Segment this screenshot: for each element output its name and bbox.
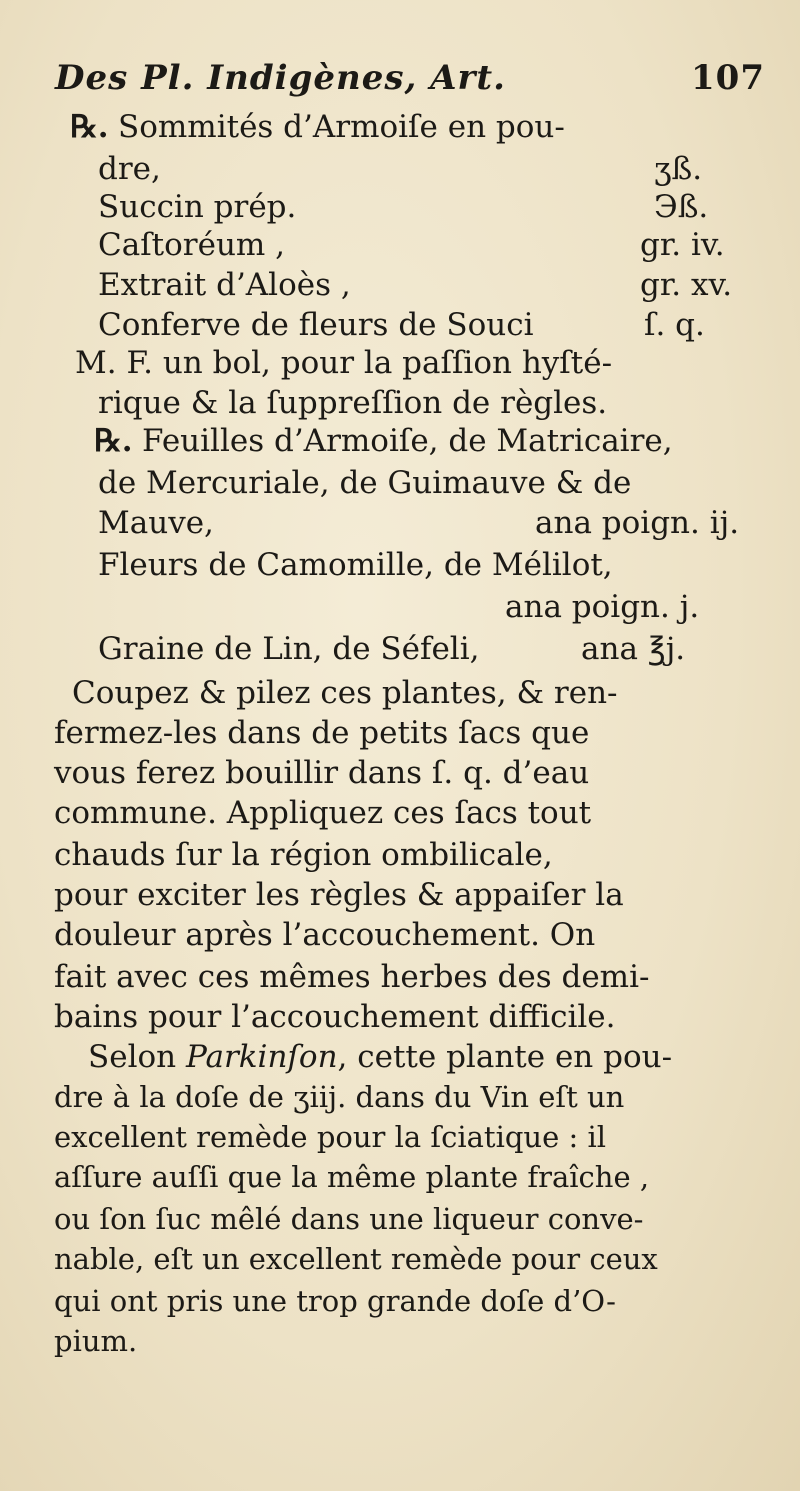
ingredient-dose: ana poign. j. bbox=[505, 589, 700, 625]
ingredient-name: Mauve, bbox=[98, 505, 214, 541]
paragraph-text: bains pour l’accouchement difficile. bbox=[54, 999, 616, 1035]
paragraph1-line bbox=[0, 834, 800, 876]
instruction-text: rique & la ſuppreſſion de règles. bbox=[98, 385, 608, 421]
paragraph2-line bbox=[0, 1198, 800, 1240]
paragraph-text: aſſure auſſi que la même plante fraîche , bbox=[54, 1160, 650, 1194]
paragraph2-line1 bbox=[0, 1036, 800, 1078]
paragraph-text: ou ſon ſuc mêlé dans une liqueur conve- bbox=[54, 1202, 644, 1236]
ingredient-dose: ʒß. bbox=[654, 151, 703, 187]
rx-symbol: ℞. bbox=[94, 423, 133, 459]
recipe1-line2 bbox=[0, 148, 800, 190]
paragraph-text: pour exciter les règles & appaiſer la bbox=[54, 877, 624, 913]
recipe1-line5 bbox=[0, 264, 800, 306]
paragraph1-line bbox=[0, 792, 800, 834]
paragraph1-line bbox=[0, 874, 800, 916]
paragraph1-line bbox=[0, 712, 800, 754]
paragraph-text: Selon bbox=[88, 1039, 177, 1075]
ingredient-name: Fleurs de Camomille, de Mélilot, bbox=[98, 547, 613, 583]
paragraph-text: commune. Appliquez ces ſacs tout bbox=[54, 795, 592, 831]
paragraph1-line bbox=[0, 752, 800, 794]
recipe2-line2 bbox=[0, 462, 800, 504]
paragraph1-line bbox=[0, 956, 800, 998]
running-head-title: Des Pl. Indigènes, Art. bbox=[55, 58, 506, 98]
ingredient-name: Sommités d’Armoiſe en pou- bbox=[118, 109, 565, 145]
paragraph-text: douleur après l’accouchement. On bbox=[54, 917, 596, 953]
recipe2-line1 bbox=[0, 420, 800, 462]
recipe1-line6 bbox=[0, 304, 800, 346]
author-name: Parkinſon bbox=[186, 1039, 338, 1075]
running-head bbox=[55, 58, 765, 98]
paragraph2-line bbox=[0, 1156, 800, 1198]
paragraph-text: , cette plante en pou- bbox=[337, 1039, 673, 1075]
ingredient-name-cont: dre, bbox=[98, 151, 161, 187]
paragraph1-line bbox=[0, 672, 800, 714]
ingredient-name: Caſtoréum , bbox=[98, 227, 286, 263]
instruction-text: M. F. un bol, pour la paſſion hyſté- bbox=[75, 345, 613, 381]
paragraph-text: chauds ſur la région ombilicale, bbox=[54, 837, 553, 873]
recipe2-line5 bbox=[0, 586, 800, 628]
ingredient-dose: ſ. q. bbox=[644, 307, 705, 343]
paragraph-text: Coupez & pilez ces plantes, & ren- bbox=[72, 675, 618, 711]
ingredient-name: Succin prép. bbox=[98, 189, 297, 225]
ingredient-name: Feuilles d’Armoiſe, de Matricaire, bbox=[142, 423, 673, 459]
ingredient-dose: Эß. bbox=[654, 189, 709, 225]
paragraph2-line bbox=[0, 1238, 800, 1280]
ingredient-dose: gr. xv. bbox=[640, 267, 733, 303]
paragraph2-first-line bbox=[88, 1036, 672, 1078]
ingredient-name: de Mercuriale, de Guimauve & de bbox=[98, 465, 632, 501]
paragraph1-line bbox=[0, 914, 800, 956]
paragraph-text: nable, eſt un excellent remède pour ceux bbox=[54, 1242, 658, 1276]
recipe1-line3 bbox=[0, 186, 800, 228]
ingredient-dose: ana poign. ij. bbox=[535, 505, 740, 541]
paragraph2-line bbox=[0, 1280, 800, 1322]
paragraph-text: pium. bbox=[54, 1324, 138, 1358]
ingredient-name: Extrait d’Aloès , bbox=[98, 267, 351, 303]
paragraph1-line bbox=[0, 996, 800, 1038]
paragraph-text: vous ferez bouillir dans ſ. q. d’eau bbox=[54, 755, 590, 791]
rx-symbol: ℞. bbox=[70, 109, 109, 145]
ingredient-name: Conferve de fleurs de Souci bbox=[98, 307, 534, 343]
ingredient-dose: ana ℥j. bbox=[581, 631, 686, 667]
recipe1-instruction-line1 bbox=[0, 342, 800, 384]
recipe2-line3 bbox=[0, 502, 800, 544]
paragraph-text: dre à la doſe de ʒiij. dans du Vin eſt un bbox=[54, 1080, 625, 1114]
paragraph-text: fait avec ces mêmes herbes des demi- bbox=[54, 959, 650, 995]
paragraph-text: qui ont pris une trop grande doſe d’O- bbox=[54, 1284, 616, 1318]
paragraph-text: excellent remède pour la ſciatique : il bbox=[54, 1120, 607, 1154]
paragraph2-line bbox=[0, 1116, 800, 1158]
recipe1-line1 bbox=[0, 106, 800, 148]
page-number: 107 bbox=[691, 58, 765, 98]
ingredient-dose: gr. iv. bbox=[640, 227, 725, 263]
recipe1-instruction-line2 bbox=[0, 382, 800, 424]
recipe1-line4 bbox=[0, 224, 800, 266]
recipe2-line4 bbox=[0, 544, 800, 586]
paragraph-text: fermez-les dans de petits ſacs que bbox=[54, 715, 590, 751]
ingredient-name: Graine de Lin, de Séfeli, bbox=[98, 631, 480, 667]
paragraph2-line bbox=[0, 1320, 800, 1362]
recipe2-line6 bbox=[0, 628, 800, 670]
paragraph2-line bbox=[0, 1076, 800, 1118]
